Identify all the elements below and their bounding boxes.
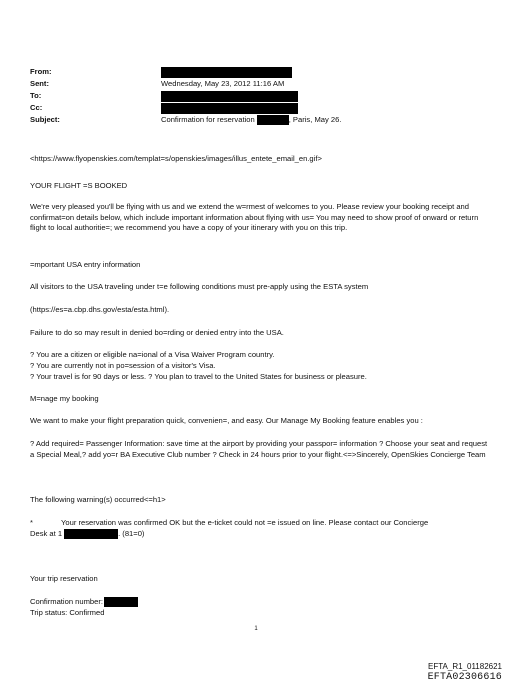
intro-paragraph: We're very pleased you'll be flying with us and we extend the w=rmest of welcomes to you. Please review your booking receipt and confirmat=on details below, which include important information about flying with us= You may need to show proof of onward or return flight to local authoritie=; we recommend you have a copy of your itinerary with you on this trip.	[30, 202, 479, 232]
sent-row	[30, 78, 490, 90]
manage-list: ? Add required= Passenger Information: save time at the airport by providing your passpor= information ? Choose your seat and request a Special Meal,? add yo=r BA Executive Club number ? Check in 24 hours prior to your flight.<=>Sincerely, OpenSkies Concierge Team	[30, 439, 488, 459]
redaction-box	[104, 597, 138, 607]
warning-item	[30, 518, 490, 542]
subject-value	[161, 114, 490, 126]
manage-text: We want to make your flight preparation quick, convenien=, and easy. Our Manage My Booking feature enables you :	[30, 416, 423, 425]
to-value	[161, 90, 490, 102]
subject-suffix: , Paris, May 26.	[288, 115, 342, 124]
trip-status: Trip status: Confirmed	[30, 608, 105, 617]
condition-3: ? Your travel is for 90 days or less. ? You plan to travel to the United States for business or pleasure.	[30, 372, 367, 381]
email-header	[30, 66, 490, 126]
condition-2: ? You are currently not in po=session of a visitor's Visa.	[30, 361, 216, 370]
warning-bullet: *	[30, 518, 33, 527]
page-number: 1	[254, 626, 258, 632]
trip-heading: Your trip reservation	[30, 574, 98, 583]
confirmation-label: Confirmation number:	[30, 597, 104, 606]
subject-row	[30, 114, 490, 126]
sent-value: Wednesday, May 23, 2012 11:16 AM	[161, 79, 285, 88]
cc-value	[161, 102, 490, 114]
redaction-box	[161, 103, 298, 114]
cc-label: Cc:	[30, 103, 43, 112]
efta-small-id: EFTA_R1_01182621	[428, 662, 502, 671]
cc-row	[30, 102, 490, 114]
entry-text: All visitors to the USA traveling under t=e following conditions must pre-apply using the ESTA system	[30, 282, 369, 291]
esta-link: (https://es=a.cbp.dhs.gov/esta/esta.html).	[30, 305, 170, 314]
sent-label: Sent:	[30, 79, 49, 88]
from-label: From:	[30, 67, 52, 76]
warning-text-1: Your reservation was confirmed OK but the e-ticket could not =e issued on line. Please contact our Concierge	[61, 518, 429, 527]
redaction-box	[161, 91, 298, 102]
condition-1: ? You are a citizen or eligible na=ional of a Visa Waiver Program country.	[30, 350, 275, 359]
from-value	[161, 66, 490, 78]
redaction-box	[161, 67, 292, 78]
redaction-box	[257, 115, 289, 125]
efta-large-id: EFTA02306616	[427, 672, 502, 683]
flight-booked-heading: YOUR FLIGHT =S BOOKED	[30, 181, 128, 190]
subject-prefix: Confirmation for reservation	[161, 115, 255, 124]
subject-label: Subject:	[30, 115, 60, 124]
manage-heading: M=nage my booking	[30, 394, 99, 403]
warning-desk-prefix: Desk at 1	[30, 529, 63, 538]
entry-heading: =mportant USA entry information	[30, 260, 141, 269]
confirmation-row	[30, 597, 490, 608]
from-row	[30, 66, 490, 78]
warning-desk-suffix: . (81=0)	[118, 529, 145, 538]
redaction-box	[64, 529, 118, 539]
warning-text-2	[30, 529, 144, 540]
to-row	[30, 90, 490, 102]
failure-text: Failure to do so may result in denied bo=rding or denied entry into the USA.	[30, 328, 284, 337]
image-link: <https://www.flyopenskies.com/templat=s/openskies/images/illus_entete_email_en.gif>	[30, 154, 322, 163]
to-label: To:	[30, 91, 42, 100]
warnings-heading: The following warning(s) occurred<=h1>	[30, 495, 166, 504]
